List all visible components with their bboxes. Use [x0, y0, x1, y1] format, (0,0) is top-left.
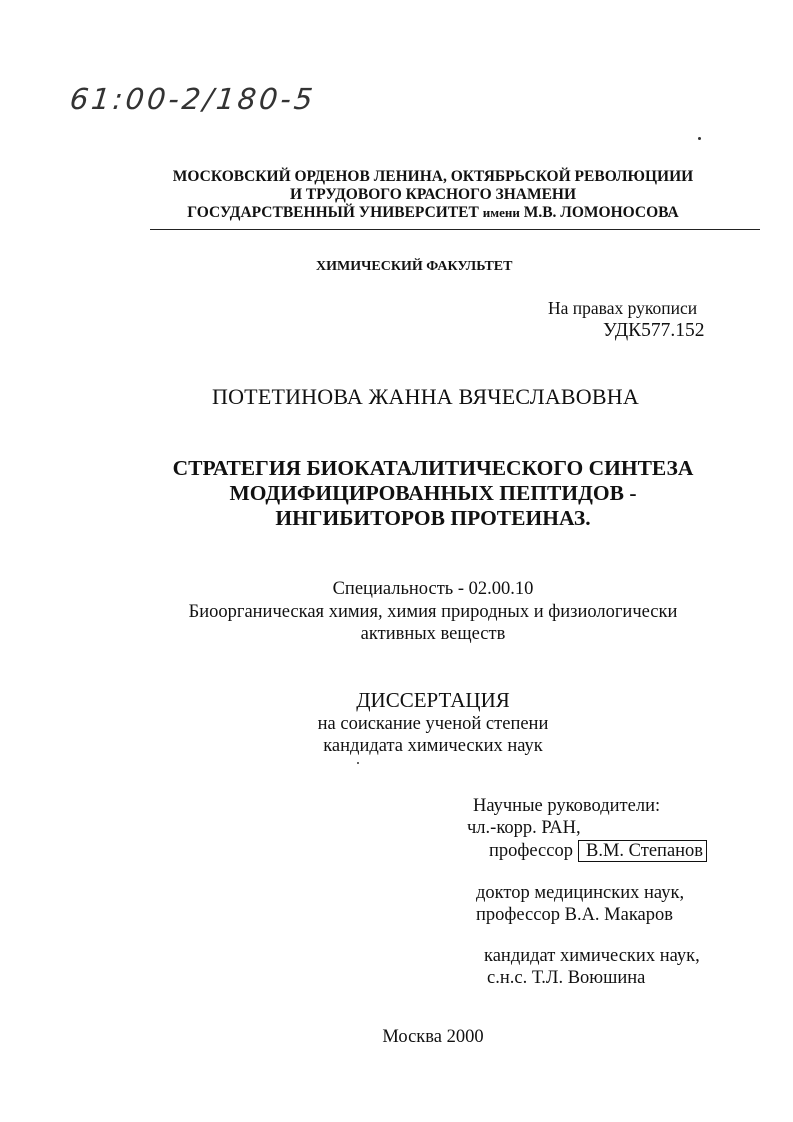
university-line-3	[0, 204, 793, 222]
university-line-1: МОСКОВСКИЙ ОРДЕНОВ ЛЕНИНА, ОКТЯБРЬСКОЙ РЕВОЛЮЦИИИ	[172, 168, 694, 185]
supervisor-3-name: с.н.с. Т.Л. Воюшина	[487, 968, 646, 988]
city-year: Москва 2000	[382, 1027, 484, 1047]
supervisor-1-rank: чл.-корр. РАН,	[467, 818, 581, 838]
specialty-code: Специальность - 02.00.10	[332, 579, 534, 599]
udk-code: УДК577.152	[603, 320, 705, 341]
scan-speck	[698, 137, 701, 140]
degree-line-1: на соискание ученой степени	[317, 714, 549, 734]
university-line-3-end: М.В. ЛОМОНОСОВА	[523, 204, 679, 221]
university-line-3-main: ГОСУДАРСТВЕННЫЙ УНИВЕРСИТЕТ	[187, 204, 479, 221]
supervisors-heading: Научные руководители:	[473, 796, 661, 816]
degree-block	[0, 713, 793, 757]
dissertation-title	[0, 456, 793, 531]
author-name: ПОТЕТИНОВА ЖАННА ВЯЧЕСЛАВОВНА	[212, 384, 639, 409]
supervisor-3-degree: кандидат химических наук,	[484, 946, 700, 966]
university-header	[0, 168, 793, 222]
degree-line-2: кандидата химических наук	[323, 736, 543, 756]
handwritten-catalog-number: 61:00-2/180-5	[68, 82, 318, 116]
supervisor-1-name-box: В.М. Степанов	[578, 840, 707, 862]
university-line-2: И ТРУДОВОГО КРАСНОГО ЗНАМЕНИ	[289, 186, 577, 203]
specialty-line-3: активных веществ	[360, 624, 506, 644]
dissertation-heading: ДИССЕРТАЦИЯ	[356, 688, 510, 712]
scan-speck	[357, 762, 359, 764]
header-divider	[150, 229, 760, 230]
title-line-1: СТРАТЕГИЯ БИОКАТАЛИТИЧЕСКОГО СИНТЕЗА	[172, 456, 694, 480]
manuscript-rights: На правах рукописи	[548, 298, 698, 318]
supervisor-1-line	[489, 840, 707, 862]
supervisor-2-name: профессор В.А. Макаров	[476, 905, 673, 925]
university-line-3-small: имени	[482, 205, 520, 220]
supervisor-1-title: профессор	[489, 841, 573, 861]
specialty-block	[0, 578, 793, 646]
title-line-2: МОДИФИЦИРОВАННЫХ ПЕПТИДОВ -	[229, 481, 637, 505]
title-line-3: ИНГИБИТОРОВ ПРОТЕИНАЗ.	[275, 506, 591, 530]
supervisor-2-degree: доктор медицинских наук,	[476, 883, 685, 903]
specialty-line-2: Биоорганическая химия, химия природных и физиологически	[188, 601, 678, 622]
faculty-name: ХИМИЧЕСКИЙ ФАКУЛЬТЕТ	[316, 259, 513, 274]
